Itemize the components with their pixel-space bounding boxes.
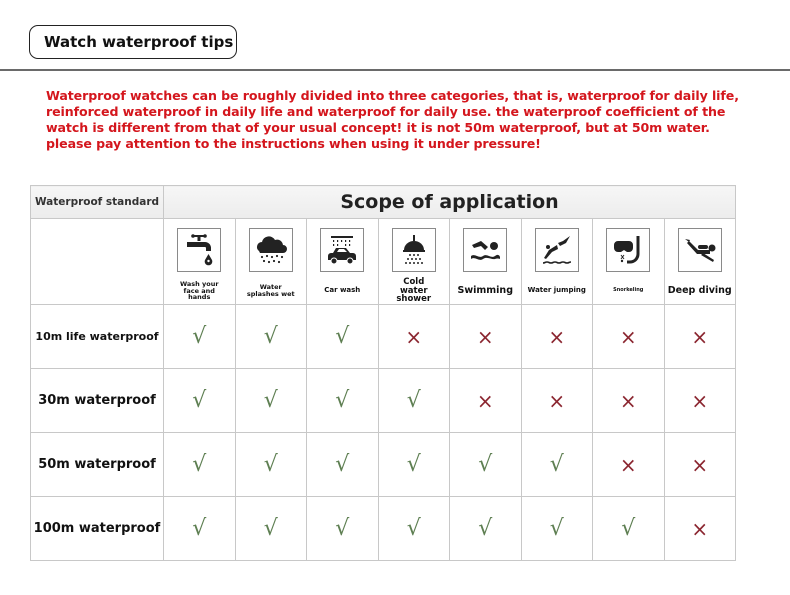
suitability-cell	[521, 305, 593, 369]
scuba-diver-icon	[678, 228, 722, 272]
rain-cloud-icon	[249, 228, 293, 272]
table-row	[31, 369, 736, 433]
suitability-cell	[307, 369, 379, 433]
divider	[0, 69, 790, 71]
waterproof-level-label: 50m waterproof	[31, 433, 164, 497]
suitability-cell	[450, 497, 522, 561]
suitability-cell	[664, 497, 736, 561]
intro-paragraph: Waterproof watches can be roughly divided into three categories, that is, waterproof for daily life, reinforced waterproof in daily life and waterproof for daily use. the waterproof coefficient of the watch is different from that of your usual concept! it is not 50m waterproof, but at 50m water. please pay attention to the instructions when using it under pressure!	[46, 88, 739, 151]
table-row	[31, 305, 736, 369]
activity-header-cell	[164, 219, 236, 305]
swimmer-icon	[463, 228, 507, 272]
waterproof-level-label: 10m life waterproof	[31, 305, 164, 369]
suitability-cell	[593, 497, 665, 561]
cross-mark-icon: ×	[619, 388, 637, 413]
check-mark-icon: √	[549, 516, 564, 541]
suitability-cell	[450, 433, 522, 497]
suitability-cell	[164, 369, 236, 433]
check-mark-icon: √	[263, 516, 278, 541]
check-mark-icon: √	[549, 452, 564, 477]
check-mark-icon: √	[478, 452, 493, 477]
suitability-cell	[378, 369, 450, 433]
table-header-row	[31, 186, 736, 219]
table-row	[31, 433, 736, 497]
activity-label: Snorkeling	[613, 287, 644, 294]
activity-header-cell	[593, 219, 665, 305]
check-mark-icon: √	[335, 388, 350, 413]
check-mark-icon: √	[406, 388, 421, 413]
check-mark-icon: √	[406, 516, 421, 541]
suitability-cell	[450, 369, 522, 433]
suitability-cell	[450, 305, 522, 369]
waterproof-level-label: 100m waterproof	[31, 497, 164, 561]
suitability-cell	[664, 369, 736, 433]
waterproof-table	[30, 185, 736, 561]
header-scope-of-application: Scope of application	[164, 186, 736, 219]
suitability-cell	[593, 305, 665, 369]
cross-mark-icon: ×	[691, 388, 709, 413]
page-title: Watch waterproof tips	[44, 33, 234, 51]
check-mark-icon: √	[263, 452, 278, 477]
check-mark-icon: √	[406, 452, 421, 477]
check-mark-icon: √	[335, 452, 350, 477]
cross-mark-icon: ×	[619, 452, 637, 477]
check-mark-icon: √	[263, 388, 278, 413]
table-row	[31, 497, 736, 561]
check-mark-icon: √	[621, 516, 636, 541]
check-mark-icon: √	[478, 516, 493, 541]
activity-label: Water jumping	[527, 286, 586, 295]
suitability-cell	[307, 497, 379, 561]
suitability-cell	[235, 369, 307, 433]
faucet-icon	[177, 228, 221, 272]
cross-mark-icon: ×	[691, 452, 709, 477]
check-mark-icon: √	[263, 324, 278, 349]
activity-label: Swimming	[457, 285, 513, 297]
check-mark-icon: √	[192, 452, 207, 477]
header-waterproof-standard: Waterproof standard	[31, 186, 164, 219]
suitability-cell	[378, 305, 450, 369]
activity-header-cell	[235, 219, 307, 305]
activity-label: Cold water shower	[396, 276, 432, 305]
activity-label: Car wash	[324, 286, 361, 295]
suitability-cell	[307, 433, 379, 497]
suitability-cell	[664, 433, 736, 497]
suitability-cell	[521, 497, 593, 561]
cross-mark-icon: ×	[405, 324, 423, 349]
cross-mark-icon: ×	[691, 516, 709, 541]
check-mark-icon: √	[192, 324, 207, 349]
diver-jump-icon	[535, 228, 579, 272]
suitability-cell	[664, 305, 736, 369]
empty-cell	[31, 219, 164, 305]
suitability-cell	[521, 369, 593, 433]
activity-header-cell	[521, 219, 593, 305]
suitability-cell	[164, 305, 236, 369]
suitability-cell	[378, 497, 450, 561]
check-mark-icon: √	[192, 388, 207, 413]
suitability-cell	[521, 433, 593, 497]
cross-mark-icon: ×	[548, 324, 566, 349]
activity-header-cell	[664, 219, 736, 305]
activity-header-cell	[307, 219, 379, 305]
waterproof-level-label: 30m waterproof	[31, 369, 164, 433]
activity-label: Wash your face and hands	[179, 279, 219, 302]
suitability-cell	[235, 497, 307, 561]
cross-mark-icon: ×	[476, 388, 494, 413]
check-mark-icon: √	[192, 516, 207, 541]
activity-header-cell	[450, 219, 522, 305]
shower-icon	[392, 228, 436, 272]
activity-header-cell	[378, 219, 450, 305]
activity-icon-row	[31, 219, 736, 305]
suitability-cell	[235, 305, 307, 369]
suitability-cell	[307, 305, 379, 369]
suitability-cell	[593, 433, 665, 497]
activity-label: Water splashes wet	[246, 283, 295, 298]
check-mark-icon: √	[335, 516, 350, 541]
suitability-cell	[378, 433, 450, 497]
snorkel-mask-icon	[606, 228, 650, 272]
cross-mark-icon: ×	[476, 324, 494, 349]
cross-mark-icon: ×	[619, 324, 637, 349]
suitability-cell	[164, 497, 236, 561]
suitability-cell	[164, 433, 236, 497]
cross-mark-icon: ×	[691, 324, 709, 349]
car-wash-icon	[320, 228, 364, 272]
page-title-box	[29, 25, 237, 59]
suitability-cell	[593, 369, 665, 433]
check-mark-icon: √	[335, 324, 350, 349]
cross-mark-icon: ×	[548, 388, 566, 413]
activity-label: Deep diving	[667, 285, 732, 297]
suitability-cell	[235, 433, 307, 497]
